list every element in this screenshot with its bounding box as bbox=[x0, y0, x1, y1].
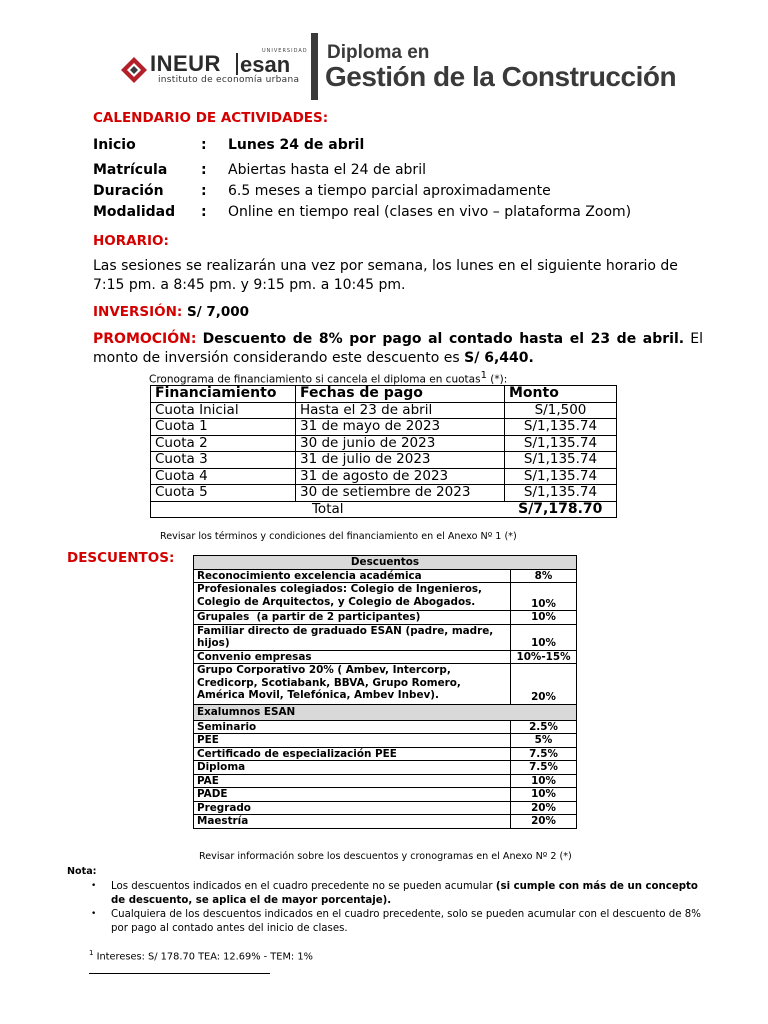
investment-line bbox=[93, 304, 249, 320]
financing-caption-text: Cronograma de financiamiento si cancela el diploma en cuotas bbox=[149, 373, 481, 386]
ineur-logo-icon bbox=[121, 57, 147, 83]
diploma-title-line2: Gestión de la Construcción bbox=[325, 61, 677, 92]
discount-label: Diploma bbox=[194, 761, 511, 775]
calendar-value-inicio: Lunes 24 de abril bbox=[228, 137, 365, 153]
discount-value: 10%-15% bbox=[511, 650, 577, 664]
table-row bbox=[194, 761, 577, 775]
note-item-1-text: Los descuentos indicados en el cuadro precedente no se pueden acumular bbox=[111, 881, 493, 892]
table-row bbox=[194, 569, 577, 583]
discounts-table-title: Descuentos bbox=[194, 556, 577, 570]
financing-cell: S/1,135.74 bbox=[505, 468, 617, 485]
financing-cell: S/1,500 bbox=[505, 402, 617, 419]
discount-value: 20% bbox=[511, 801, 577, 815]
financing-cell: Hasta el 23 de abril bbox=[296, 402, 505, 419]
investment-label: INVERSIÓN: bbox=[93, 304, 183, 320]
discount-label: Seminario bbox=[194, 720, 511, 734]
financing-note: Revisar los términos y condiciones del financiamiento en el Anexo Nº 1 (*) bbox=[160, 531, 517, 542]
brand-esan: esan bbox=[240, 52, 291, 77]
discount-value: 20% bbox=[511, 664, 577, 705]
promotion-bold-text: Descuento de 8% por pago al contado hasta el 23 de abril. bbox=[202, 331, 685, 347]
table-row bbox=[194, 815, 577, 829]
financing-total-row bbox=[151, 501, 617, 518]
calendar-value-matricula: Abiertas hasta el 24 de abril bbox=[228, 162, 426, 178]
header-divider-bar bbox=[311, 33, 318, 100]
table-row bbox=[151, 402, 617, 419]
discount-value: 10% bbox=[511, 583, 577, 611]
financing-cell: Cuota 4 bbox=[151, 468, 296, 485]
diploma-title-line1: Diploma en bbox=[327, 42, 430, 63]
financing-caption-end: (*): bbox=[486, 373, 508, 386]
table-row bbox=[151, 485, 617, 502]
table-row bbox=[194, 664, 577, 705]
table-row bbox=[151, 435, 617, 452]
footnote-text: Intereses: S/ 178.70 TEA: 12.69% - TEM: 1% bbox=[93, 951, 313, 963]
financing-table bbox=[150, 385, 617, 518]
promotion-amount: S/ 6,440. bbox=[464, 350, 534, 366]
discount-value: 7.5% bbox=[511, 761, 577, 775]
discount-label: Certificado de especialización PEE bbox=[194, 747, 511, 761]
calendar-label-modalidad: Modalidad bbox=[93, 204, 176, 220]
discount-value: 8% bbox=[511, 569, 577, 583]
table-row bbox=[194, 650, 577, 664]
discount-label: PADE bbox=[194, 788, 511, 802]
table-row bbox=[194, 611, 577, 625]
note-item-1-bold: (si cumple con más de un concepto de descuento, se aplica el de mayor porcentaje). bbox=[111, 881, 698, 906]
schedule-text: Las sesiones se realizarán una vez por semana, los lunes en el siguiente horario de 7:15 pm. a 8:45 pm. y 9:15 pm. a 10:45 pm. bbox=[93, 258, 678, 293]
table-row bbox=[194, 624, 577, 650]
financing-cell: Cuota 3 bbox=[151, 452, 296, 469]
discounts-heading: DESCUENTOS: bbox=[67, 550, 175, 566]
financing-cell: S/1,135.74 bbox=[505, 452, 617, 469]
calendar-label-matricula: Matrícula bbox=[93, 162, 168, 178]
financing-cell: S/1,135.74 bbox=[505, 485, 617, 502]
calendar-value-modalidad: Online en tiempo real (clases en vivo – plataforma Zoom) bbox=[228, 204, 632, 220]
brand-universidad: UNIVERSIDAD bbox=[262, 48, 308, 54]
financing-cell: Cuota 5 bbox=[151, 485, 296, 502]
note-bullet: • bbox=[91, 909, 97, 919]
schedule-heading: HORARIO: bbox=[93, 233, 169, 249]
financing-cell: Cuota 1 bbox=[151, 419, 296, 436]
financing-cell: 31 de mayo de 2023 bbox=[296, 419, 505, 436]
discounts-note: Revisar información sobre los descuentos y cronogramas en el Anexo Nº 2 (*) bbox=[199, 851, 572, 862]
discount-label: Convenio empresas bbox=[194, 650, 511, 664]
discount-value: 7.5% bbox=[511, 747, 577, 761]
discounts-alumni-title: Exalumnos ESAN bbox=[194, 704, 577, 720]
financing-cell: 31 de agosto de 2023 bbox=[296, 468, 505, 485]
table-row bbox=[151, 419, 617, 436]
table-row bbox=[194, 583, 577, 611]
footnote bbox=[89, 949, 313, 962]
calendar-value-duracion: 6.5 meses a tiempo parcial aproximadamente bbox=[228, 183, 551, 199]
financing-cell: Cuota Inicial bbox=[151, 402, 296, 419]
brand-subtitle: instituto de economía urbana bbox=[158, 75, 300, 85]
calendar-heading: CALENDARIO DE ACTIVIDADES: bbox=[93, 110, 329, 126]
discount-label: Pregrado bbox=[194, 801, 511, 815]
financing-cell: S/1,135.74 bbox=[505, 419, 617, 436]
discount-label: Profesionales colegiados: Colegio de Ingenieros, Colegio de Arquitectos, y Colegio de Abogados. bbox=[194, 583, 511, 611]
brand-ineur: INEUR bbox=[150, 51, 221, 76]
calendar-colon: : bbox=[201, 204, 207, 220]
discount-value: 10% bbox=[511, 774, 577, 788]
discount-label: Grupales (a partir de 2 participantes) bbox=[194, 611, 511, 625]
note-item-1 bbox=[111, 880, 711, 908]
discounts-table bbox=[193, 555, 577, 829]
discount-label: Reconocimiento excelencia académica bbox=[194, 569, 511, 583]
promotion-paragraph bbox=[93, 330, 703, 368]
footnote-rule bbox=[89, 973, 270, 974]
financing-header: Monto bbox=[505, 386, 617, 403]
discount-value: 20% bbox=[511, 815, 577, 829]
brand-divider bbox=[236, 53, 238, 75]
financing-cell: 30 de junio de 2023 bbox=[296, 435, 505, 452]
discount-value: 10% bbox=[511, 624, 577, 650]
financing-header: Financiamiento bbox=[151, 386, 296, 403]
note-item-2: Cualquiera de los descuentos indicados en el cuadro precedente, solo se pueden acumular con el descuento de 8% por pago al contado antes del inicio de clases. bbox=[111, 909, 701, 934]
table-row bbox=[194, 801, 577, 815]
discount-value: 10% bbox=[511, 788, 577, 802]
notes-heading: Nota: bbox=[67, 866, 97, 877]
discount-label: Familiar directo de graduado ESAN (padre, madre, hijos) bbox=[194, 624, 511, 650]
table-row bbox=[194, 774, 577, 788]
table-row bbox=[194, 747, 577, 761]
discounts-title-row bbox=[194, 556, 577, 570]
financing-cell: Cuota 2 bbox=[151, 435, 296, 452]
discount-label: Grupo Corporativo 20% ( Ambev, Intercorp, Credicorp, Scotiabank, BBVA, Grupo Romero, América Movil, Telefónica, Ambev Inbev). bbox=[194, 664, 511, 705]
financing-total-value: S/7,178.70 bbox=[505, 501, 617, 518]
discount-value: 10% bbox=[511, 611, 577, 625]
financing-footnote-mark: 1 bbox=[480, 370, 487, 381]
table-row bbox=[194, 720, 577, 734]
investment-amount: S/ 7,000 bbox=[187, 304, 250, 320]
financing-cell: 31 de julio de 2023 bbox=[296, 452, 505, 469]
discounts-alumni-row bbox=[194, 704, 577, 720]
footnote-mark: 1 bbox=[89, 949, 94, 957]
discount-label: PEE bbox=[194, 734, 511, 748]
table-row bbox=[151, 468, 617, 485]
table-row bbox=[194, 734, 577, 748]
calendar-colon: : bbox=[201, 137, 207, 153]
table-row bbox=[151, 452, 617, 469]
discount-value: 2.5% bbox=[511, 720, 577, 734]
calendar-colon: : bbox=[201, 183, 207, 199]
promotion-label: PROMOCIÓN: bbox=[93, 331, 197, 347]
discount-label: PAE bbox=[194, 774, 511, 788]
calendar-label-duracion: Duración bbox=[93, 183, 164, 199]
calendar-colon: : bbox=[201, 162, 207, 178]
financing-header-row bbox=[151, 386, 617, 403]
table-row bbox=[194, 788, 577, 802]
financing-cell: S/1,135.74 bbox=[505, 435, 617, 452]
discount-value: 5% bbox=[511, 734, 577, 748]
financing-caption bbox=[149, 370, 507, 386]
financing-cell: 30 de setiembre de 2023 bbox=[296, 485, 505, 502]
discount-label: Maestría bbox=[194, 815, 511, 829]
financing-header: Fechas de pago bbox=[296, 386, 505, 403]
note-bullet: • bbox=[91, 881, 97, 891]
calendar-label-inicio: Inicio bbox=[93, 137, 136, 153]
financing-total-label: Total bbox=[151, 501, 505, 518]
promotion-text: El monto de inversión considerando este descuento es bbox=[93, 331, 704, 366]
